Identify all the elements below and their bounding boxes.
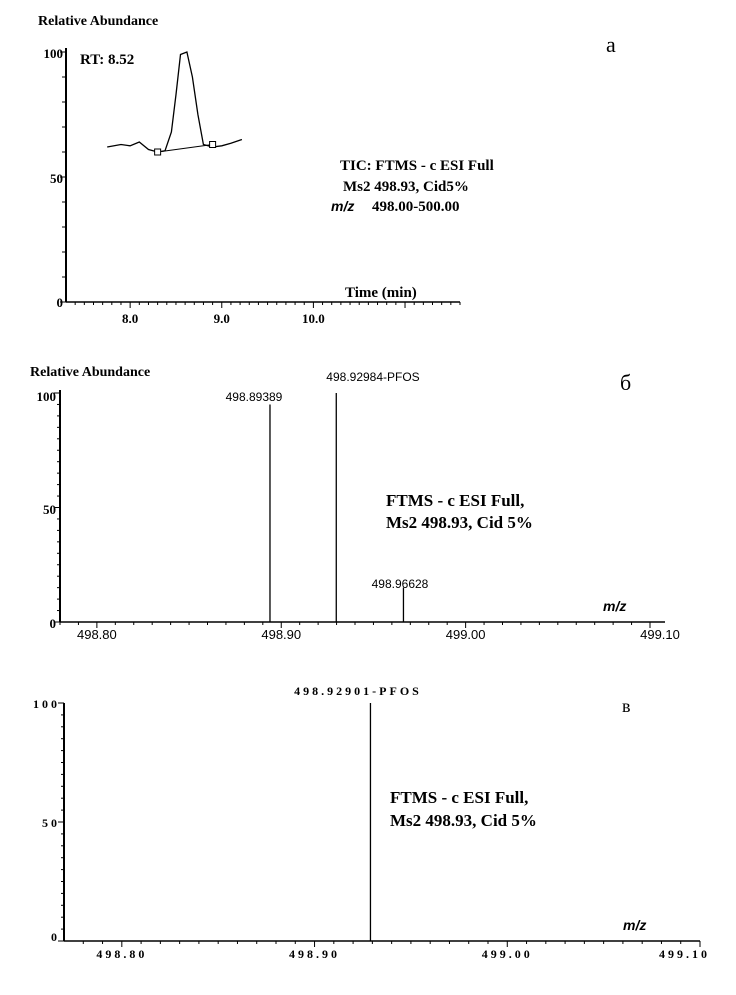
chart-c-ytick-0: 0: [51, 930, 60, 944]
chart-c-x-minor-ticks: [83, 941, 700, 947]
chart-b-ytick-100: 100: [36, 389, 56, 404]
chart-a-ylabel: Relative Abundance: [38, 14, 159, 29]
chart-a-scan-line2: Ms2 498.93, Cid5%: [343, 179, 469, 195]
chart-b-xtick-0: 498.80: [76, 627, 117, 642]
chart-b-ytick-50: 50: [43, 502, 56, 517]
chart-b-xtick-2: 499.00: [445, 627, 486, 642]
chart-c-xlabel: m/z: [623, 917, 647, 933]
chart-c-xtick-0: 498.80: [96, 947, 148, 961]
chart-c-ytick-50: 50: [42, 816, 60, 830]
chart-a-peak-start-marker: [155, 149, 161, 155]
chart-b-x-minor-ticks: [60, 622, 650, 628]
chart-a-xlabel: Time (min): [345, 285, 417, 301]
chart-a-ytick-50: 50: [50, 171, 63, 186]
chart-c-scan-line2: Ms2 498.93, Cid 5%: [390, 811, 537, 830]
chart-c: [33, 684, 710, 961]
chart-a-peak-end-marker: [210, 142, 216, 148]
chart-c-ytick-100: 100: [33, 697, 60, 711]
chart-b-peak-label-1: 498.92984-PFOS: [326, 370, 420, 384]
chart-b-scan-line1: FTMS - c ESI Full,: [386, 491, 525, 510]
chart-b-peak-label-2: 498.96628: [371, 577, 429, 591]
chart-a-xtick-10: 10.0: [302, 311, 325, 326]
chart-b-panel-label: б: [620, 370, 632, 395]
chart-a-mz-label: m/z: [331, 198, 355, 214]
chart-b-ytick-0: 0: [49, 616, 56, 631]
chart-a-x-minor-ticks: [75, 302, 460, 308]
chart-b-ylabel: Relative Abundance: [30, 365, 151, 380]
chart-c-panel-label: в: [622, 696, 631, 716]
chart-b-xtick-3: 499.10: [640, 627, 680, 642]
chart-a-rt-label: RT: 8.52: [80, 52, 135, 68]
chart-a-scan-line1: TIC: FTMS - c ESI Full: [340, 158, 494, 174]
chart-b-xtick-1: 498.90: [261, 627, 302, 642]
chart-b-xlabel: m/z: [603, 598, 627, 614]
chart-a: [38, 14, 616, 326]
chart-c-peak-label-0: 498.92901-PFOS: [294, 684, 422, 698]
chart-a-mz-range: 498.00-500.00: [372, 199, 460, 215]
chart-b-scan-line2: Ms2 498.93, Cid 5%: [386, 513, 533, 532]
chart-b: [30, 365, 680, 642]
chart-c-xtick-3: 499.10: [659, 947, 710, 961]
chart-c-xtick-1: 498.90: [289, 947, 341, 961]
chart-a-xtick-8: 8.0: [122, 311, 139, 326]
chart-b-peak-label-0: 498.89389: [225, 390, 283, 404]
chart-a-ytick-100: 100: [43, 46, 63, 61]
chart-a-ytick-0: 0: [56, 295, 63, 310]
chart-a-panel-label: а: [606, 32, 616, 57]
chart-c-scan-line1: FTMS - c ESI Full,: [390, 788, 529, 807]
chart-c-xtick-2: 499.00: [481, 947, 533, 961]
chart-a-xtick-9: 9.0: [213, 311, 230, 326]
